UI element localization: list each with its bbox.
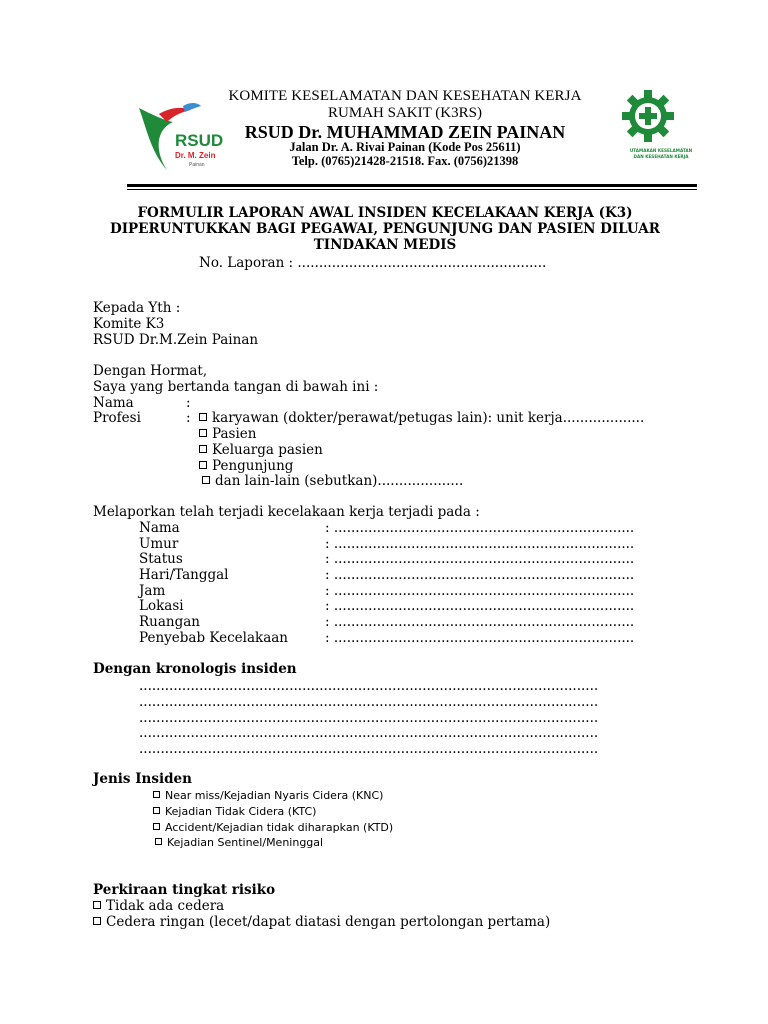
field-lokasi[interactable]: : ......................................................................	[325, 598, 635, 614]
field-label: Jam	[139, 583, 166, 599]
report-lead: Melaporkan telah terjadi kecelakaan kerja terjadi pada :	[93, 504, 480, 520]
checkbox-icon	[199, 429, 207, 437]
jenis-heading: Jenis Insiden	[93, 771, 192, 787]
field-jam[interactable]: : ......................................................................	[325, 583, 635, 599]
checkbox-icon	[199, 413, 207, 421]
checkbox-icon	[93, 901, 101, 909]
checkbox-icon	[93, 917, 101, 925]
form-subtitle-2: TINDAKAN MEDIS	[313, 237, 457, 253]
recipient-line: Komite K3	[93, 316, 165, 332]
checkbox-icon	[199, 445, 207, 453]
kronologi-heading: Dengan kronologis insiden	[93, 661, 297, 677]
report-number-field[interactable]: No. Laporan : ..........................................................	[199, 255, 547, 271]
recipient-line: Kepada Yth :	[93, 300, 181, 316]
profesi-option-pasien[interactable]: Pasien	[199, 426, 256, 442]
profesi-option-keluarga[interactable]: Keluarga pasien	[199, 442, 323, 458]
nama-label: Nama	[93, 395, 134, 411]
field-hari-tanggal[interactable]: : ......................................................................	[325, 567, 635, 583]
field-umur[interactable]: : ......................................................................	[325, 536, 635, 552]
field-label: Hari/Tanggal	[139, 567, 229, 583]
form-subtitle: DIPERUNTUKKAN BAGI PEGAWAI, PENGUNJUNG DAN PASIEN DILUAR	[110, 221, 660, 237]
svg-text:UTAMAKAN KESELAMATAN: UTAMAKAN KESELAMATAN	[629, 148, 693, 153]
field-label: Nama	[139, 520, 180, 536]
checkbox-icon	[202, 476, 210, 484]
field-status[interactable]: : ......................................................................	[325, 551, 635, 567]
profesi-option-pengunjung[interactable]: Pengunjung	[199, 458, 293, 474]
statement: Saya yang bertanda tangan di bawah ini :	[93, 379, 379, 395]
field-label: Lokasi	[139, 598, 184, 614]
svg-text:DAN KESEHATAN KERJA: DAN KESEHATAN KERJA	[633, 154, 689, 159]
jenis-option-knc[interactable]: Near miss/Kejadian Nyaris Cidera (KNC)	[153, 788, 383, 804]
profesi-label: Profesi	[93, 410, 141, 426]
form-title: FORMULIR LAPORAN AWAL INSIDEN KECELAKAAN KERJA (K3)	[137, 205, 633, 221]
jenis-option-sentinel[interactable]: Kejadian Sentinel/Meninggal	[155, 835, 323, 851]
jenis-option-ktc[interactable]: Kejadian Tidak Cidera (KTC)	[153, 804, 316, 820]
svg-text:Dr. M. Zein: Dr. M. Zein	[175, 151, 216, 160]
field-nama[interactable]: : ......................................................................	[325, 520, 635, 536]
svg-text:RSUD: RSUD	[175, 131, 224, 150]
checkbox-icon	[153, 823, 160, 830]
greeting: Dengan Hormat,	[93, 363, 208, 379]
risiko-heading: Perkiraan tingkat risiko	[93, 882, 276, 898]
profesi-option-lainnya[interactable]: dan lain-lain (sebutkan)....................	[202, 473, 463, 489]
checkbox-icon	[153, 807, 160, 814]
checkbox-icon	[153, 791, 160, 798]
field-label: Ruangan	[139, 614, 200, 630]
nama-field[interactable]: :	[186, 395, 191, 411]
hospital-name: RSUD Dr. MUHAMMAD ZEIN PAINAN	[244, 122, 566, 142]
recipient-line: RSUD Dr.M.Zein Painan	[93, 332, 259, 348]
kronologi-line[interactable]: ...........................................................................................................	[139, 694, 599, 710]
header-rule-thick	[127, 184, 697, 187]
field-ruangan[interactable]: : ......................................................................	[325, 614, 635, 630]
hospital-address: Jalan Dr. A. Rivai Painan (Kode Pos 25611)	[289, 140, 521, 154]
committee-name: KOMITE KESELAMATAN DAN KESEHATAN KERJA	[228, 88, 582, 104]
risiko-option-cedera-ringan[interactable]: Cedera ringan (lecet/dapat diatasi dengan pertolongan pertama)	[93, 914, 550, 930]
field-label: Status	[139, 551, 183, 567]
jenis-option-ktd[interactable]: Accident/Kejadian tidak diharapkan (KTD)	[153, 820, 393, 836]
checkbox-icon	[199, 461, 207, 469]
header-rule-thin	[127, 189, 697, 190]
kronologi-line[interactable]: ...........................................................................................................	[139, 710, 599, 726]
svg-text:Painan: Painan	[189, 162, 205, 168]
kronologi-line[interactable]: ...........................................................................................................	[139, 741, 599, 757]
hospital-phone: Telp. (0765)21428-21518. Fax. (0756)21398	[291, 154, 519, 168]
committee-name-2: RUMAH SAKIT (K3RS)	[328, 105, 482, 121]
kronologi-line[interactable]: ...........................................................................................................	[139, 725, 599, 741]
risiko-option-tidak-cedera[interactable]: Tidak ada cedera	[93, 898, 224, 914]
field-penyebab[interactable]: : ......................................................................	[325, 630, 635, 646]
profesi-colon: :	[186, 410, 191, 426]
profesi-option-karyawan[interactable]: karyawan (dokter/perawat/petugas lain): unit kerja...................	[199, 410, 644, 426]
checkbox-icon	[155, 838, 162, 845]
field-label: Penyebab Kecelakaan	[139, 630, 289, 646]
kronologi-line[interactable]: ...........................................................................................................	[139, 678, 599, 694]
field-label: Umur	[139, 536, 179, 552]
